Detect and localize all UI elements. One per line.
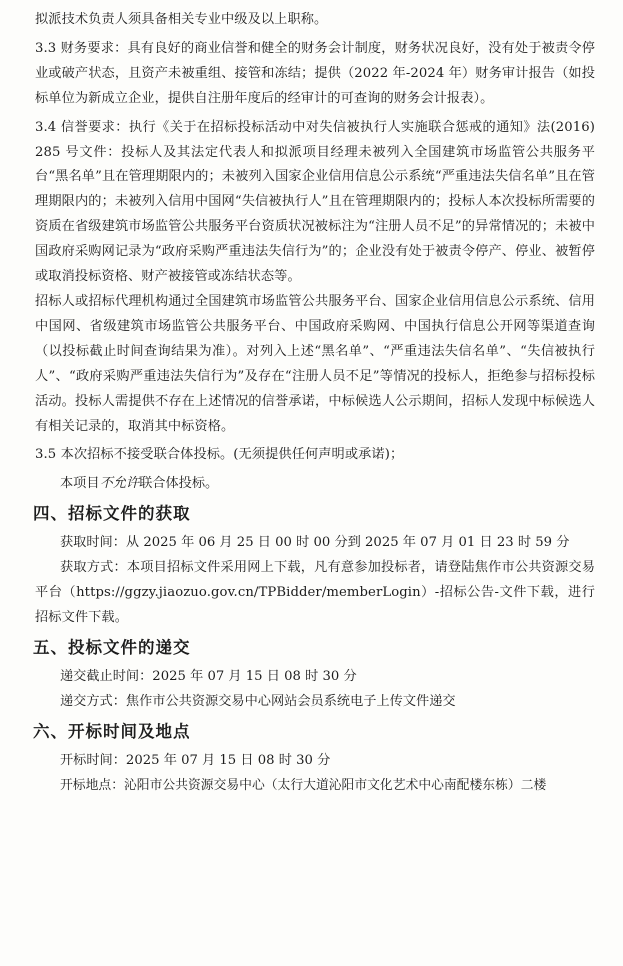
paragraph-joint-venture-note bbox=[35, 472, 595, 497]
paragraph-financial-requirements: 3.3 财务要求：具有良好的商业信誉和健全的财务会计制度，财务状况良好，没有处于被责令停业或破产状态，且资产未被重组、接管和冻结；提供（2022 年-2024 年）财务审计报告（如投标单位为新成立企业，提供自注册年度后的经审计的可查询的财务会计报表）。 bbox=[35, 40, 595, 106]
opening-time: 开标时间：2025 年 07 月 15 日 08 时 30 分 bbox=[60, 752, 331, 768]
submission-deadline: 递交截止时间：2025 年 07 月 15 日 08 时 30 分 bbox=[60, 668, 357, 684]
section-heading-6: 六、开标时间及地点 bbox=[33, 721, 191, 741]
jv-note-prefix: 本项目 bbox=[60, 476, 100, 492]
acquisition-time: 获取时间：从 2025 年 06 月 25 日 00 时 00 分到 2025 年 07 月 01 日 23 时 59 分 bbox=[60, 535, 570, 551]
paragraph-credit-requirements: 3.4 信誉要求：执行《关于在招标投标活动中对失信被执行人实施联合惩戒的通知》法(2016) 285 号文件：投标人及其法定代表人和拟派项目经理未被列入全国建筑市场监管公共服务平台“黑名单”且在管理期限内的；未被列入国家企业信用信息公示系统“严重违法失信名单”且在管理期限内的；未被列入信用中国网“失信被执行人”且在管理期限内的；投标人本次投标所需要的资质在省级建筑市场监管公共服务平台资质状况被标注为“注册人员不足”的异常情况的；未被中国政府采购网记录为“政府采购严重违法失信行为”的；企业没有处于被责令停产、停业、被暂停或取消投标资格、财产被接管或冻结状态等。 bbox=[35, 119, 595, 285]
jv-note-italic: 不允许 bbox=[99, 476, 140, 492]
submission-method: 递交方式：焦作市公共资源交易中心网站会员系统电子上传文件递交 bbox=[60, 693, 456, 709]
opening-place: 开标地点：沁阳市公共资源交易中心（太行大道沁阳市文化艺术中心南配楼东栋）二楼 bbox=[60, 777, 547, 793]
paragraph-tech-lead: 拟派技术负责人须具备相关专业中级及以上职称。 bbox=[35, 12, 328, 27]
jv-note-suffix: 联合体投标。 bbox=[139, 476, 219, 492]
paragraph-joint-venture: 3.5 本次招标不接受联合体投标。(无须提供任何声明或承诺)； bbox=[35, 447, 404, 463]
section-heading-5: 五、投标文件的递交 bbox=[33, 637, 191, 657]
section-heading-4: 四、招标文件的获取 bbox=[33, 504, 191, 524]
paragraph-credit-check: 招标人或招标代理机构通过全国建筑市场监管公共服务平台、国家企业信用信息公示系统、信用中国网、省级建筑市场监管公共服务平台、中国政府采购网、中国执行信息公开网等渠道查询（以投标截止时间查询结果为准）。对列入上述“黑名单”、“严重违法失信名单”、“失信被执行人”、“政府采购严重违法失信行为”及存在“注册人员不足”等情况的投标人，拒绝参与招标投标活动。投标人需提供不存在上述情况的信誉承诺，中标候选人公示期间，招标人发现中标候选人有相关记录的，取消其中标资格。 bbox=[35, 293, 595, 434]
acquisition-method: 获取方式：本项目招标文件采用网上下载，凡有意参加投标者，请登陆焦作市公共资源交易平台（https://ggzy.jiaozuo.gov.cn/TPBidder/memberLogin）-招标公告-文件下载，进行招标文件下载。 bbox=[35, 560, 595, 625]
